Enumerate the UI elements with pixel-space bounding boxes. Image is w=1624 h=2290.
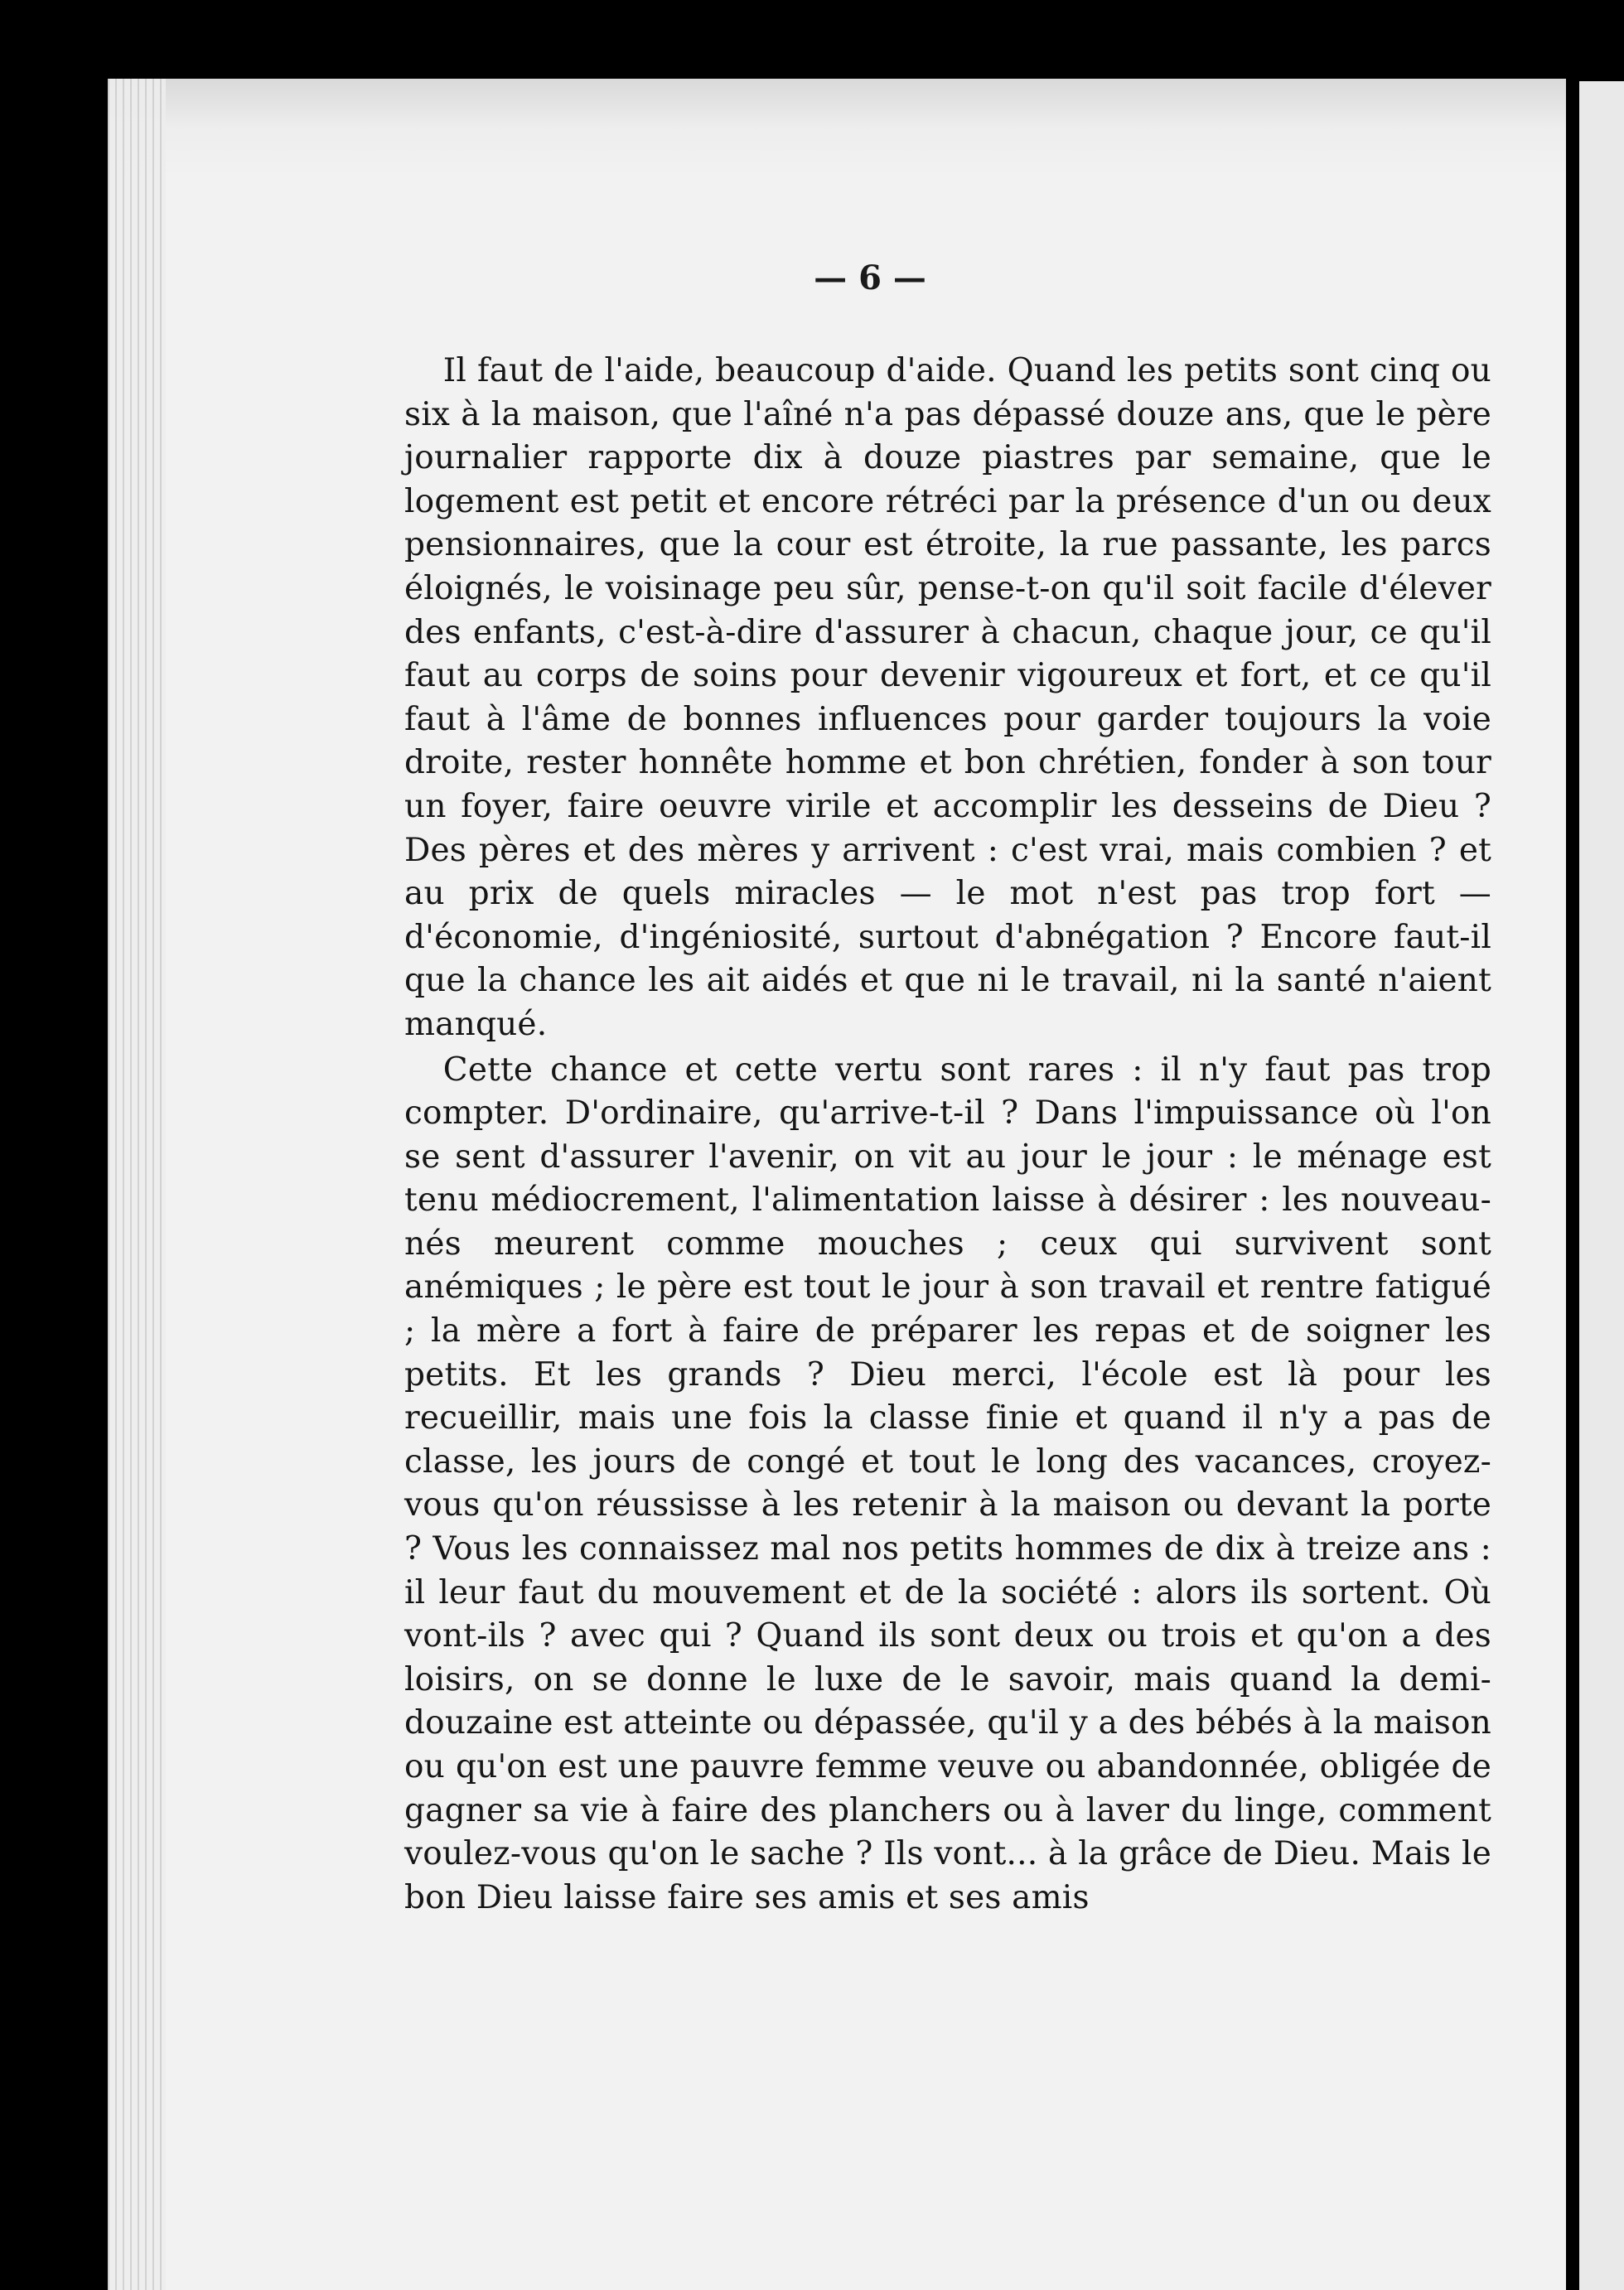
body-text [404, 350, 1491, 1920]
paragraph: Cette chance et cette vertu sont rares : il n'y faut pas trop compter. D'ordinaire, qu'arrive-t-il ? Dans l'impuissance où l'on se sent d'assurer l'avenir, on vit au jour le jour : le ménage est tenu médiocrement, l'alimentation laisse à désirer : les nouveau-nés meurent comme mouches ; ceux qui survivent sont anémiques ; le père est tout le jour à son travail et rentre fatigué ; la mère a fort à faire de préparer les repas et de soigner les petits. Et les grands ? Dieu merci, l'école est là pour les recueillir, mais une fois la classe finie et quand il n'y a pas de classe, les jours de congé et tout le long des vacances, croyez-vous qu'on réussisse à les retenir à la maison ou devant la porte ? Vous les connaissez mal nos petits hommes de dix à treize ans : il leur faut du mouvement et de la société : alors ils sortent. Où vont-ils ? avec qui ? Quand ils sont deux ou trois et qu'on a des loisirs, on se donne le luxe de le savoir, mais quand la demi-douzaine est atteinte ou dépassée, qu'il y a des bébés à la maison ou qu'on est une pauvre femme veuve ou abandonnée, obligée de gagner sa vie à faire des planchers ou à laver du linge, comment voulez-vous qu'on le sache ? Ils vont... à la grâce de Dieu. Mais le bon Dieu laisse faire ses amis et ses amis [404, 1051, 1491, 1916]
paragraph: Il faut de l'aide, beaucoup d'aide. Quand les petits sont cinq ou six à la maison, que l'aîné n'a pas dépassé douze ans, que le père journalier rapporte dix à douze piastres par semaine, que le logement est petit et encore rétréci par la présence d'un ou deux pensionnaires, que la cour est étroite, la rue passante, les parcs éloignés, le voisinage peu sûr, pense-t-on qu'il soit facile d'élever des enfants, c'est-à-dire d'assurer à chacun, chaque jour, ce qu'il faut au corps de soins pour devenir vigoureux et fort, et ce qu'il faut à l'âme de bonnes influences pour garder toujours la voie droite, rester honnête homme et bon chrétien, fonder à son tour un foyer, faire oeuvre virile et accomplir les desseins de Dieu ? Des pères et des mères y arrivent : c'est vrai, mais combien ? et au prix de quels miracles — le mot n'est pas trop fort — d'économie, d'ingéniosité, surtout d'abnégation ? Encore faut-il que la chance les ait aidés et que ni le travail, ni la santé n'aient manqué. [404, 352, 1491, 1043]
page-number: — 6 — [814, 258, 926, 297]
adjacent-page-edge [1579, 81, 1624, 2290]
page-binding-edge [108, 79, 166, 2290]
